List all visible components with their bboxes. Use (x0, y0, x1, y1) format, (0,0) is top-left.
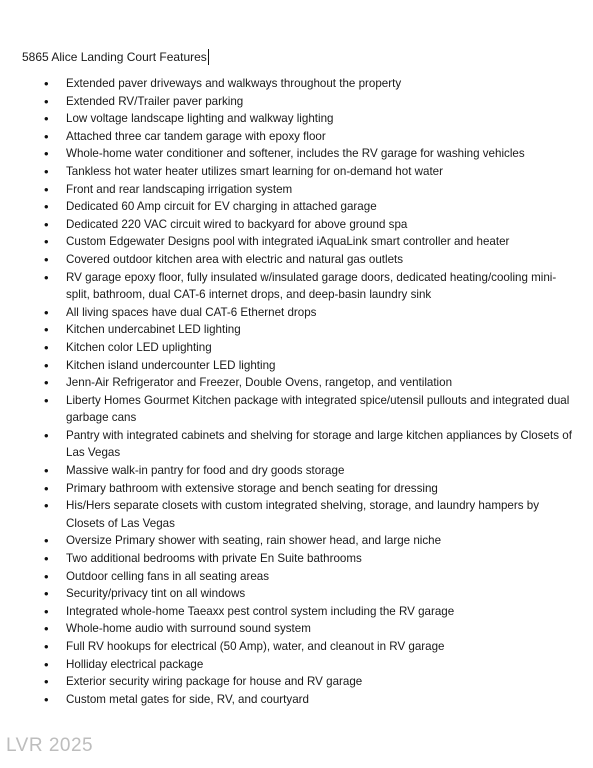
bullet-icon: • (44, 111, 49, 127)
list-item (0, 269, 593, 304)
list-item (0, 75, 593, 93)
list-item (0, 532, 593, 550)
list-item (0, 550, 593, 568)
feature-text: Holliday electrical package (66, 657, 204, 671)
list-item (0, 233, 593, 251)
bullet-icon: • (44, 463, 49, 479)
list-item (0, 251, 593, 269)
feature-text: Kitchen island undercounter LED lighting (66, 358, 276, 372)
bullet-icon: • (44, 146, 49, 162)
bullet-icon: • (44, 322, 49, 338)
bullet-icon: • (44, 251, 49, 267)
feature-text: Pantry with integrated cabinets and shelving for storage and large kitchen appliances by Closets of Las Vegas (66, 428, 576, 460)
list-item (0, 673, 593, 691)
bullet-icon: • (44, 586, 49, 602)
bullet-icon: • (44, 498, 49, 514)
feature-text: Low voltage landscape lighting and walkway lighting (66, 112, 334, 126)
feature-text: Full RV hookups for electrical (50 Amp), water, and cleanout in RV garage (66, 640, 445, 653)
feature-text: Covered outdoor kitchen area with electric and natural gas outlets (66, 252, 404, 266)
bullet-icon: • (44, 163, 49, 179)
list-item (0, 497, 593, 532)
list-item (0, 462, 593, 480)
feature-text: RV garage epoxy floor, fully insulated w/insulated garage doors, dedicated heating/cooling mini-split, bathroom, dual CAT-6 internet drops, and deep-basin laundry sink (66, 270, 557, 302)
watermark: LVR 2025 (6, 735, 94, 756)
bullet-icon: • (44, 304, 49, 320)
feature-text: Liberty Homes Gourmet Kitchen package with integrated spice/utensil pullouts and integrated dual garbage cans (66, 393, 573, 425)
list-item (0, 339, 593, 357)
feature-text: Kitchen undercabinet LED lighting (66, 323, 241, 337)
list-item (0, 216, 593, 234)
feature-text: Outdoor celling fans in all seating areas (66, 569, 270, 583)
bullet-icon: • (44, 691, 49, 707)
bullet-icon: • (44, 339, 49, 355)
feature-text: Front and rear landscaping irrigation system (66, 182, 293, 196)
list-item (0, 480, 593, 498)
list-item (0, 145, 593, 163)
list-item (0, 374, 593, 392)
list-item (0, 585, 593, 603)
feature-text: Extended RV/Trailer paver parking (66, 94, 244, 108)
bullet-icon: • (44, 656, 49, 672)
bullet-icon: • (44, 427, 49, 443)
bullet-icon: • (44, 639, 49, 654)
list-item (0, 93, 593, 111)
feature-text: Tankless hot water heater utilizes smart learning for on-demand hot water (66, 164, 443, 178)
bullet-icon: • (44, 76, 49, 91)
bullet-icon: • (44, 674, 49, 690)
list-item (0, 304, 593, 322)
list-item (0, 357, 593, 375)
feature-text: Integrated whole-home Taeaxx pest control system including the RV garage (66, 604, 455, 618)
list-item (0, 321, 593, 339)
list-item (0, 691, 593, 709)
feature-text: Primary bathroom with extensive storage and bench seating for dressing (66, 481, 438, 495)
feature-text: Dedicated 220 VAC circuit wired to backyard for above ground spa (66, 217, 408, 231)
bullet-icon: • (44, 234, 49, 250)
feature-text: All living spaces have dual CAT-6 Ethernet drops (66, 305, 317, 319)
list-item (0, 638, 593, 656)
bullet-icon: • (44, 357, 49, 373)
list-item (0, 181, 593, 199)
list-item (0, 656, 593, 674)
bullet-icon: • (44, 621, 49, 637)
feature-text: Custom metal gates for side, RV, and courtyard (66, 692, 309, 706)
bullet-icon: • (44, 216, 49, 232)
feature-text: Whole-home audio with surround sound system (66, 622, 311, 636)
feature-text: Custom Edgewater Designs pool with integrated iAquaLink smart controller and heater (66, 235, 510, 249)
bullet-icon: • (44, 603, 49, 619)
list-item (0, 392, 593, 427)
feature-text: Kitchen color LED uplighting (66, 340, 212, 354)
bullet-icon: • (44, 375, 49, 391)
bullet-icon: • (44, 392, 49, 408)
bullet-icon: • (44, 269, 49, 285)
document-title: 5865 Alice Landing Court Features (22, 50, 207, 64)
bullet-icon: • (44, 480, 49, 496)
bullet-icon: • (44, 93, 49, 109)
bullet-icon: • (44, 533, 49, 549)
list-item (0, 198, 593, 216)
feature-text: Two additional bedrooms with private En Suite bathrooms (66, 552, 362, 566)
feature-text: Massive walk-in pantry for food and dry goods storage (66, 464, 345, 478)
bullet-icon: • (44, 568, 49, 584)
feature-text: Oversize Primary shower with seating, rain shower head, and large niche (66, 534, 442, 548)
list-item (0, 110, 593, 128)
feature-text: Security/privacy tint on all windows (66, 587, 246, 601)
feature-text: Whole-home water conditioner and softener, includes the RV garage for washing vehicles (66, 147, 525, 161)
feature-list (0, 75, 593, 708)
bullet-icon: • (44, 181, 49, 197)
list-item (0, 427, 593, 462)
list-item (0, 128, 593, 146)
feature-text: Exterior security wiring package for house and RV garage (66, 675, 363, 689)
list-item (0, 163, 593, 181)
bullet-icon: • (44, 199, 49, 215)
feature-text: Jenn-Air Refrigerator and Freezer, Double Ovens, rangetop, and ventilation (66, 376, 453, 390)
list-item (0, 603, 593, 621)
bullet-icon: • (44, 128, 49, 144)
feature-text: Attached three car tandem garage with epoxy floor (66, 129, 326, 143)
feature-text: Dedicated 60 Amp circuit for EV charging in attached garage (66, 200, 377, 214)
feature-text: His/Hers separate closets with custom integrated shelving, storage, and laundry hampers by Closets of Las Vegas (66, 499, 543, 530)
bullet-icon: • (44, 551, 49, 567)
feature-text: Extended paver driveways and walkways throughout the property (66, 77, 402, 90)
list-item (0, 620, 593, 638)
list-item (0, 568, 593, 586)
